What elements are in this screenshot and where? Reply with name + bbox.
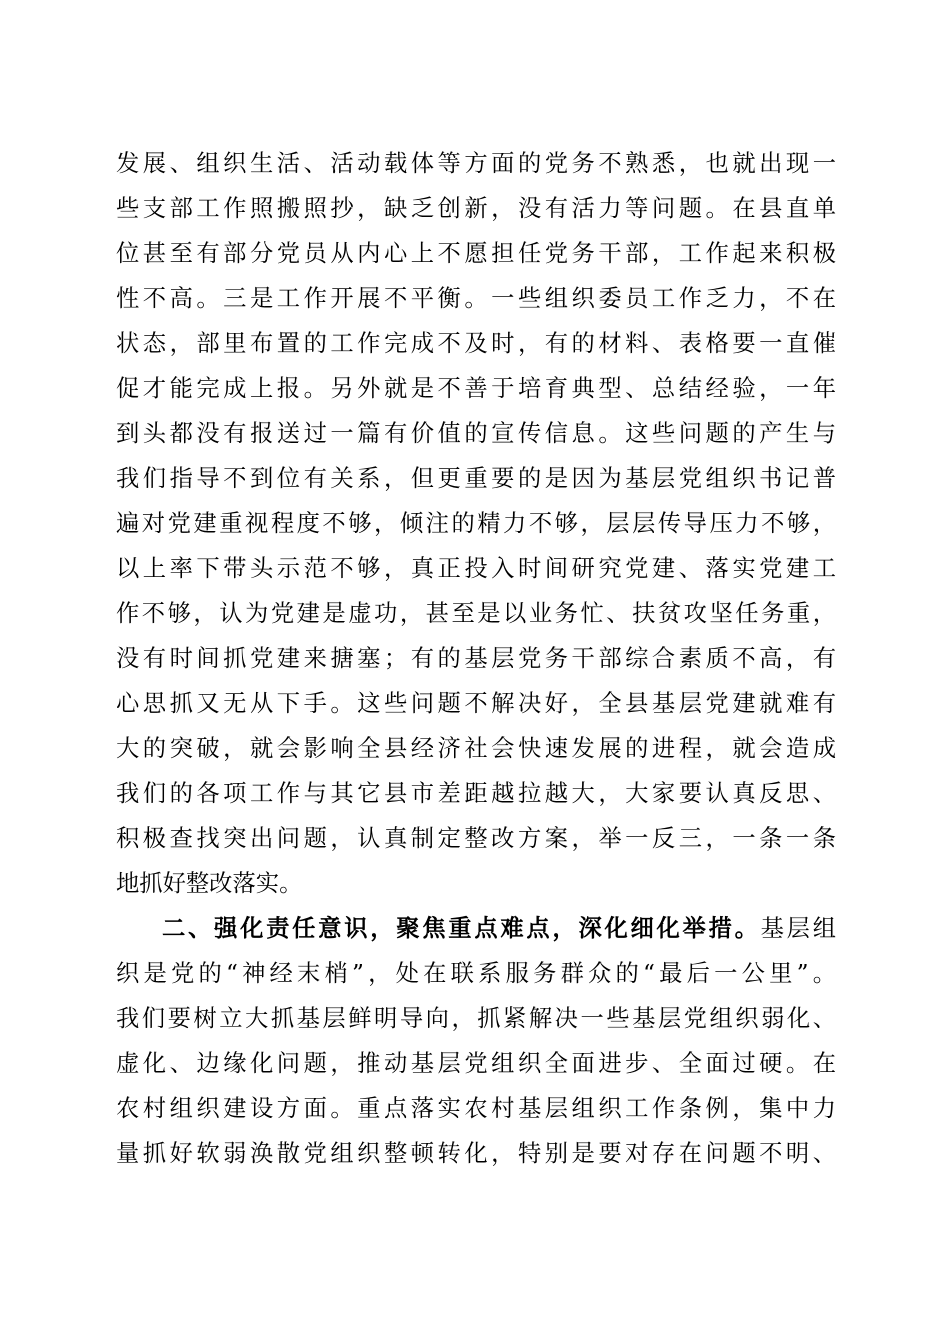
paragraph-2-line: 农村组织建设方面。重点落实农村基层组织工作条例，集中力 <box>116 1095 836 1122</box>
paragraph-1-last-line: 地抓好整改落实。 <box>116 870 303 897</box>
paragraph-1-line: 以上率下带头示范不够，真正投入时间研究党建、落实党建工 <box>116 555 836 582</box>
paragraph-2-line: 织是党的“神经末梢”，处在联系服务群众的“最后一公里”。 <box>116 960 836 987</box>
paragraph-1-line: 没有时间抓党建来搪塞；有的基层党务干部综合素质不高，有 <box>116 645 836 672</box>
paragraph-1-line: 作不够，认为党建是虚功，甚至是以业务忙、扶贫攻坚任务重， <box>116 600 836 627</box>
paragraph-1-line: 性不高。三是工作开展不平衡。一些组织委员工作乏力，不在 <box>116 285 836 312</box>
paragraph-2-line: 虚化、边缘化问题，推动基层党组织全面进步、全面过硬。在 <box>116 1050 836 1077</box>
section-heading: 二、强化责任意识，聚焦重点难点，深化细化举措。 <box>162 915 761 942</box>
paragraph-1-line: 遍对党建重视程度不够，倾注的精力不够，层层传导压力不够， <box>116 510 836 537</box>
paragraph-1-line: 大的突破，就会影响全县经济社会快速发展的进程，就会造成 <box>116 735 836 762</box>
paragraph-1-line: 积极查找突出问题，认真制定整改方案，举一反三，一条一条 <box>116 825 836 852</box>
paragraph-2-line: 量抓好软弱涣散党组织整顿转化，特别是要对存在问题不明、 <box>116 1140 836 1167</box>
paragraph-2-line: 我们要树立大抓基层鲜明导向，抓紧解决一些基层党组织弱化、 <box>116 1005 836 1032</box>
paragraph-1-line: 状态，部里布置的工作完成不及时，有的材料、表格要一直催 <box>116 330 836 357</box>
paragraph-1-line: 位甚至有部分党员从内心上不愿担任党务干部，工作起来积极 <box>116 240 836 267</box>
paragraph-1-line: 促才能完成上报。另外就是不善于培育典型、总结经验，一年 <box>116 375 836 402</box>
paragraph-2-first-line <box>162 907 836 951</box>
paragraph-2-heading-tail: 基层组 <box>760 915 836 942</box>
paragraph-1-line: 发展、组织生活、活动载体等方面的党务不熟悉，也就出现一 <box>116 150 836 177</box>
paragraph-1-line: 些支部工作照搬照抄，缺乏创新，没有活力等问题。在县直单 <box>116 195 836 222</box>
paragraph-1-line: 心思抓又无从下手。这些问题不解决好，全县基层党建就难有 <box>116 690 836 717</box>
paragraph-1-line: 我们的各项工作与其它县市差距越拉越大，大家要认真反思、 <box>116 780 836 807</box>
paragraph-1-line: 我们指导不到位有关系，但更重要的是因为基层党组织书记普 <box>116 465 836 492</box>
paragraph-1-line: 到头都没有报送过一篇有价值的宣传信息。这些问题的产生与 <box>116 420 836 447</box>
